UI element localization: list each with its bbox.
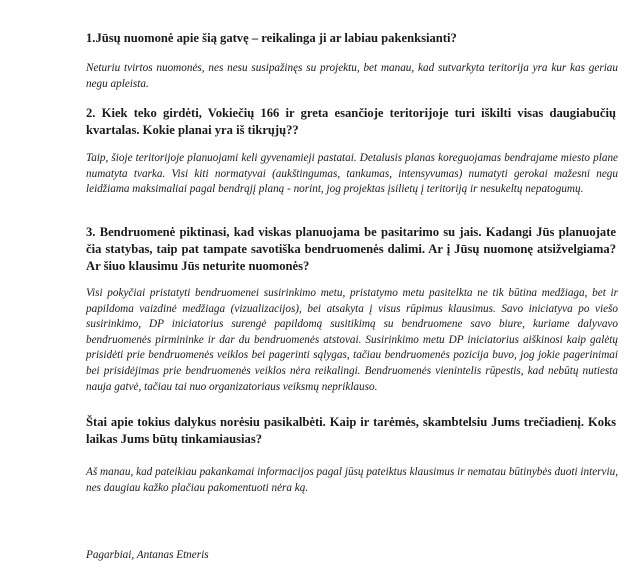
signature: Pagarbiai, Antanas Etneris [86, 549, 209, 561]
answer-2: Taip, šioje teritorijoje planuojami keli gyvenamieji pastatai. Detalusis planas koreguojamas bendrajame miesto plane numatyta tvarka. Visi kiti normatyvai (aukštingumas, tankumas, intensyvumas) numatyti gerokai mažesni negu leidžiama maksimaliai pagal bendrąjį planą - norint, jog projektas įsilietų į teritoriją ir nesukeltų nepatogumų. [86, 152, 618, 196]
answer-4: Aš manau, kad pateikiau pakankamai informacijos pagal jūsų pateiktus klausimus ir nematau būtinybės duoti interviu, nes daugiau kažko plačiau pakomentuoti nėra ką. [86, 466, 618, 494]
question-4: Štai apie tokius dalykus norėsiu pasikalbėti. Kaip ir tarėmės, skambtelsiu Jums trečiadienį. Koks laikas Jums būtų tinkamiausias? [86, 415, 616, 446]
answer-3: Visi pokyčiai pristatyti bendruomenei susirinkimo metu, pristatymo metu pasitelkta ne tik būtina medžiaga, bet ir papildoma vaizdinė medžiaga (vizualizacijos), bei atsakyta į visus rūpimus klausimus. Savo iniciatyva po viešo susirinkimo, DP iniciatorius surengė papildomą susitikimą su bendruomene savo biure, kuriame dalyvavo bendruomenės pirmininke ir dar du bendruomenės atstovai. Susirinkimo metu DP iniciatorius aiškinosi kaip galėtų prisidėti prie bendruomenės veiklos bei pagerinti sąlygas, tačiau bendruomenės pozicija buvo, jog jokie pagerinimai bei prisidėjimas prie bendruomenės veiklos nėra reikalingi. Bendruomenės vienintelis rūpestis, kad nebūtų nutiesta nauja gatvė, tačiau tai nuo organizatoriaus veiksmų nepriklauso. [86, 287, 618, 393]
question-2: 2. Kiek teko girdėti, Vokiečių 166 ir greta esančioje teritorijoje turi iškilti visas daugiabučių kvartalas. Kokie planai yra iš tikrųjų?? [86, 106, 616, 137]
question-1: 1.Jūsų nuomonė apie šią gatvę – reikalinga ji ar labiau pakenksianti? [86, 31, 457, 45]
answer-1: Neturiu tvirtos nuomonės, nes nesu susipažinęs su projektu, bet manau, kad sutvarkyta teritorija yra kur kas geriau negu apleista. [86, 62, 618, 90]
question-3: 3. Bendruomenė piktinasi, kad viskas planuojama be pasitarimo su jais. Kadangi Jūs planuojate čia statybas, taip pat tampate savotiška bendruomenės dalimi. Ar į Jūsų nuomonę atsižvelgiama? Ar šiuo klausimu Jūs neturite nuomonės? [86, 225, 616, 273]
